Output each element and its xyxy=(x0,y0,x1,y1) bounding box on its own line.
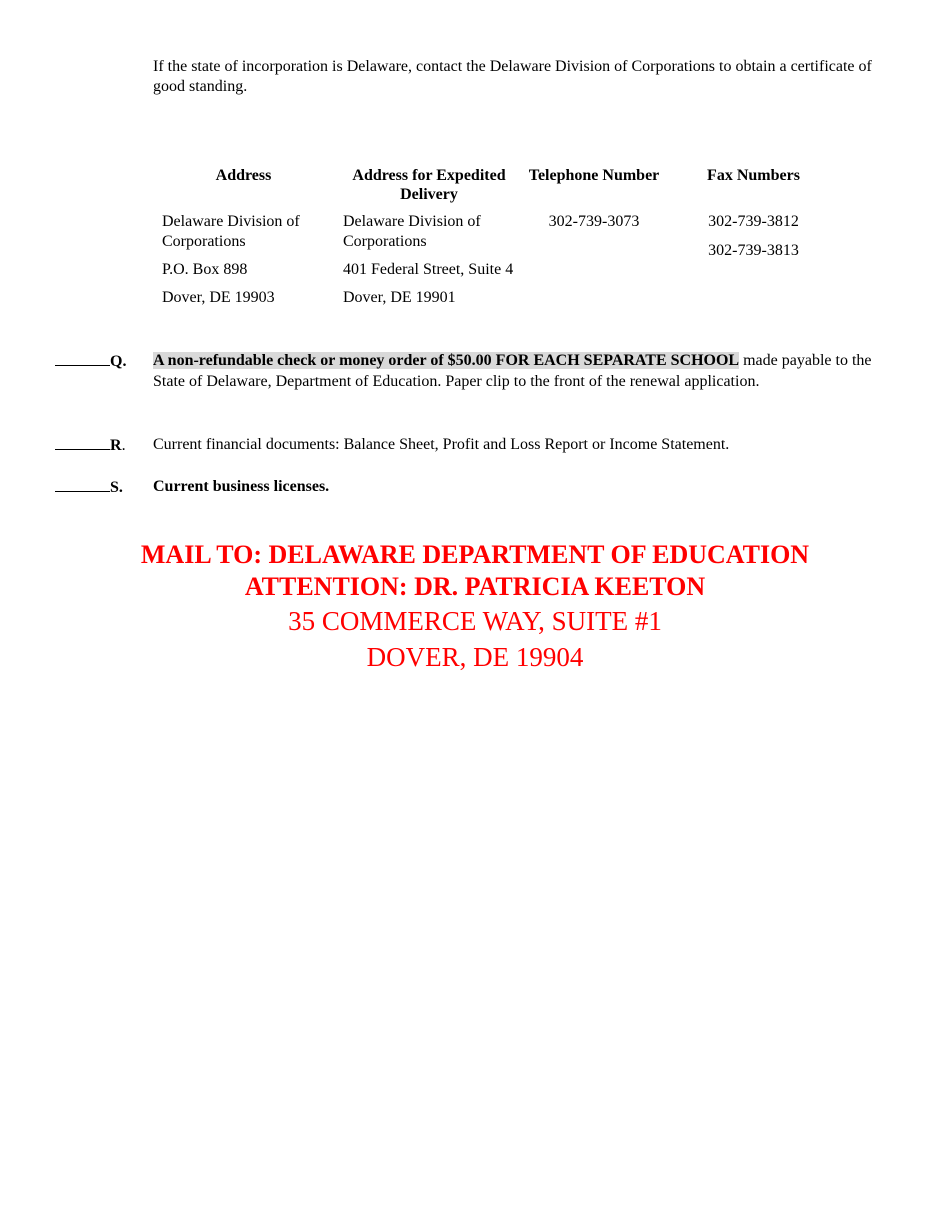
expedited-street: 401 Federal Street, Suite 4 xyxy=(343,261,514,278)
street-line: 35 COMMERCE WAY, SUITE #1 xyxy=(288,606,662,636)
header-expedited-address: Address for Expedited Delivery xyxy=(352,167,506,203)
item-text: A non-refundable check or money order of $50.00 FOR EACH SEPARATE SCHOOL made payable to the State of Delaware, Department of Education. Paper clip to the front of the renewal application. xyxy=(153,352,872,390)
mail-to-line: MAIL TO: DELAWARE DEPARTMENT OF EDUCATION xyxy=(140,540,810,569)
item-marker: S. xyxy=(55,476,145,498)
fax-numbers xyxy=(664,212,843,316)
expedited-city: Dover, DE 19901 xyxy=(343,289,456,306)
checklist-item-s xyxy=(55,476,890,497)
item-text: Current financial documents: Balance Sheet, Profit and Loss Report or Income Statement. xyxy=(153,436,730,453)
item-text: Current business licenses. xyxy=(153,478,330,495)
item-marker: Q. xyxy=(55,350,145,372)
header-address: Address xyxy=(215,167,272,184)
header-telephone: Telephone Number xyxy=(528,167,660,184)
checklist-item-r xyxy=(55,434,890,455)
corporations-contact-table xyxy=(153,164,843,316)
item-marker: R. xyxy=(55,434,145,456)
expedited-name: Delaware Division of Corporations xyxy=(343,213,481,250)
city-line: DOVER, DE 19904 xyxy=(366,642,584,672)
checkbox-blank-line[interactable] xyxy=(55,476,110,492)
mailing-address-block xyxy=(0,539,950,675)
header-fax: Fax Numbers xyxy=(707,167,800,184)
attention-line: ATTENTION: DR. PATRICIA KEETON xyxy=(244,572,706,601)
table-row xyxy=(153,212,843,260)
table-header-row xyxy=(153,164,843,212)
address-street: P.O. Box 898 xyxy=(162,261,248,278)
telephone-number: 302-739-3073 xyxy=(548,213,640,230)
address-name: Delaware Division of Corporations xyxy=(162,213,300,250)
intro-paragraph: If the state of incorporation is Delaware, contact the Delaware Division of Corporations to obtain a certificate of good standing. xyxy=(153,58,872,95)
checkbox-blank-line[interactable] xyxy=(55,434,110,450)
fax-number: 302-739-3813 xyxy=(708,242,799,259)
checkbox-blank-line[interactable] xyxy=(55,350,110,366)
highlighted-text: A non-refundable check or money order of $50.00 FOR EACH SEPARATE SCHOOL xyxy=(153,352,740,369)
fax-number: 302-739-3812 xyxy=(708,213,799,230)
address-city: Dover, DE 19903 xyxy=(162,289,275,306)
checklist-item-q xyxy=(55,350,890,392)
